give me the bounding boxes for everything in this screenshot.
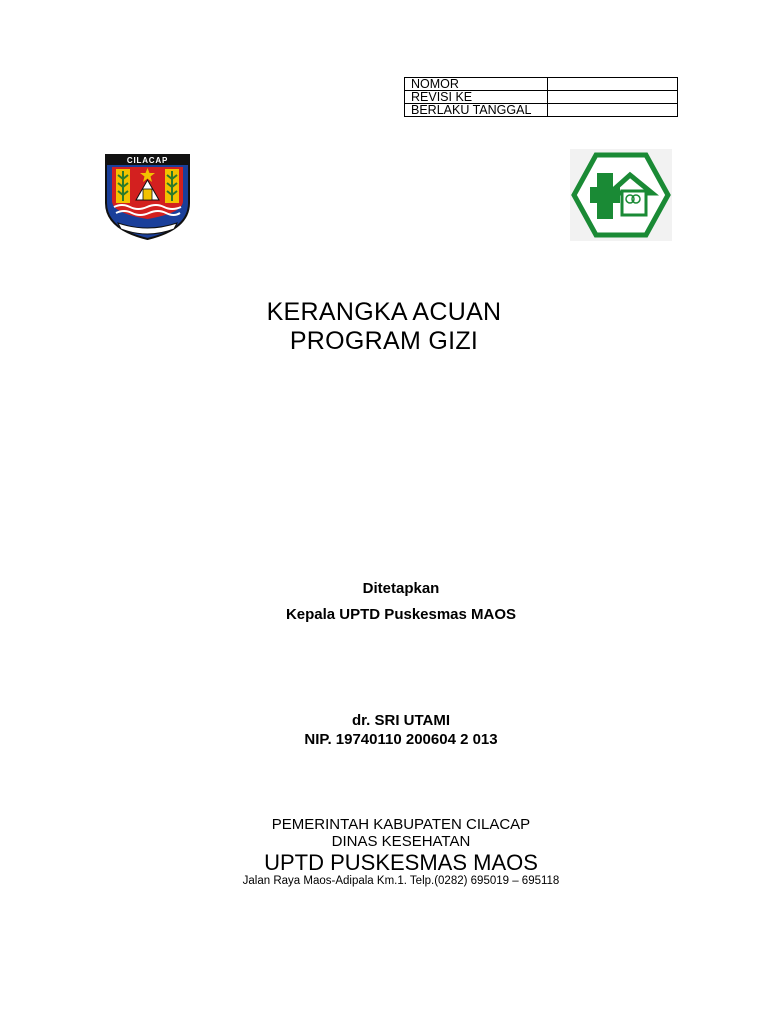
ditetapkan-label: Ditetapkan xyxy=(362,580,440,597)
cilacap-regency-emblem-icon xyxy=(104,153,191,241)
berlaku-tanggal-label: BERLAKU TANGGAL xyxy=(405,104,548,117)
table-row xyxy=(405,78,678,91)
table-row xyxy=(405,91,678,104)
puskesmas-logo-icon xyxy=(570,149,672,241)
emblem-banner-text: CILACAP xyxy=(126,156,169,165)
government-name: PEMERINTAH KABUPATEN CILACAP xyxy=(271,816,531,833)
nomor-value xyxy=(548,78,678,91)
department-name: DINAS KESEHATAN xyxy=(331,833,471,850)
document-control-table xyxy=(404,77,678,117)
approver-name: dr. SRI UTAMI xyxy=(351,712,451,729)
revisi-label: REVISI KE xyxy=(405,91,548,104)
nomor-label: NOMOR xyxy=(405,78,548,91)
approver-position: Kepala UPTD Puskesmas MAOS xyxy=(285,606,517,623)
document-title-line-1: KERANGKA ACUAN xyxy=(266,298,502,326)
table-row xyxy=(405,104,678,117)
revisi-value xyxy=(548,91,678,104)
unit-name: UPTD PUSKESMAS MAOS xyxy=(264,850,538,875)
approver-nip: NIP. 19740110 200604 2 013 xyxy=(304,731,498,748)
unit-address: Jalan Raya Maos-Adipala Km.1. Telp.(0282) 695019 – 695118 xyxy=(242,875,560,887)
berlaku-tanggal-value xyxy=(548,104,678,117)
document-title-line-2: PROGRAM GIZI xyxy=(289,327,479,355)
